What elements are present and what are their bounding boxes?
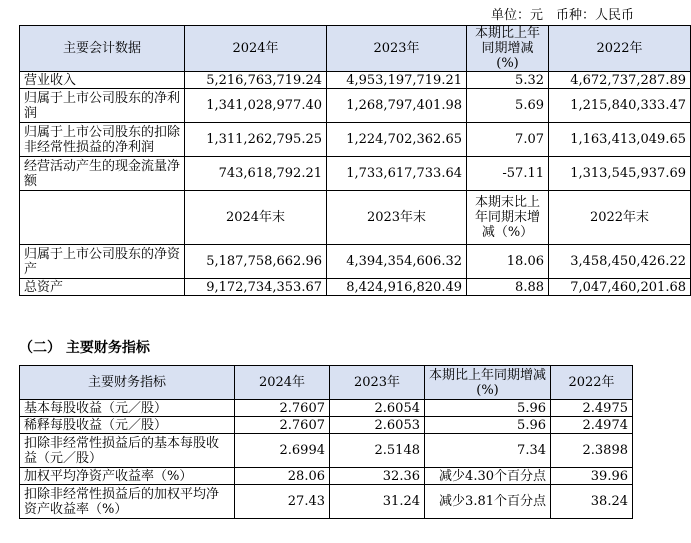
col-header-2024: 2024年 [185, 26, 327, 72]
table-header-row [20, 366, 633, 400]
section-title: （二） 主要财务指标 [19, 340, 150, 356]
cell-value: 减少4.30个百分点 [425, 468, 551, 485]
table-row [20, 468, 633, 485]
cell-value: 5.96 [425, 417, 551, 434]
cell-value: 2.6054 [330, 400, 425, 417]
cell-value: 5,216,763,719.24 [185, 72, 327, 89]
cell-value: 7.07 [467, 123, 549, 157]
cell-value: 2.7607 [235, 400, 330, 417]
cell-value: 2.4975 [551, 400, 633, 417]
cell-value: 4,953,197,719.21 [327, 72, 467, 89]
table-row [20, 245, 691, 279]
key-accounting-data-table [19, 25, 691, 296]
col-header-empty [20, 191, 185, 245]
cell-value: 2.3898 [551, 434, 633, 468]
row-label: 扣除非经常性损益后的加权平均净资产收益率（%） [20, 485, 235, 519]
col-header-change: 本期比上年同期增减(%) [425, 366, 551, 400]
cell-value: 8.88 [467, 279, 549, 296]
cell-value: 1,268,797,401.98 [327, 89, 467, 123]
col-header-change: 本期比上年同期增减(%) [467, 26, 549, 72]
row-label: 归属于上市公司股东的净资产 [20, 245, 185, 279]
col-header-2022-end: 2022年末 [549, 191, 691, 245]
row-label: 加权平均净资产收益率（%） [20, 468, 235, 485]
cell-value: -57.11 [467, 157, 549, 191]
cell-value: 2.5148 [330, 434, 425, 468]
cell-value: 1,224,702,362.65 [327, 123, 467, 157]
cell-value: 3,458,450,426.22 [549, 245, 691, 279]
cell-value: 1,341,028,977.40 [185, 89, 327, 123]
unit-currency-note: 单位：元 币种：人民币 [490, 8, 634, 23]
cell-value: 1,313,545,937.69 [549, 157, 691, 191]
cell-value: 39.96 [551, 468, 633, 485]
cell-value: 27.43 [235, 485, 330, 519]
cell-value: 4,394,354,606.32 [327, 245, 467, 279]
table-row [20, 72, 691, 89]
col-header-2023-end: 2023年末 [327, 191, 467, 245]
cell-value: 2.4974 [551, 417, 633, 434]
table-row [20, 123, 691, 157]
cell-value: 32.36 [330, 468, 425, 485]
table-header-row [20, 26, 691, 72]
cell-value: 1,733,617,733.64 [327, 157, 467, 191]
row-label: 归属于上市公司股东的扣除非经常性损益的净利润 [20, 123, 185, 157]
row-label: 经营活动产生的现金流量净额 [20, 157, 185, 191]
cell-value: 4,672,737,287.89 [549, 72, 691, 89]
cell-value: 5.32 [467, 72, 549, 89]
col-header-2024-end: 2024年末 [185, 191, 327, 245]
cell-value: 2.7607 [235, 417, 330, 434]
cell-value: 743,618,792.21 [185, 157, 327, 191]
cell-value: 18.06 [467, 245, 549, 279]
cell-value: 31.24 [330, 485, 425, 519]
cell-value: 2.6994 [235, 434, 330, 468]
table-row [20, 400, 633, 417]
cell-value: 28.06 [235, 468, 330, 485]
cell-value: 9,172,734,353.67 [185, 279, 327, 296]
table-row [20, 157, 691, 191]
cell-value: 5.69 [467, 89, 549, 123]
col-header-2023: 2023年 [327, 26, 467, 72]
row-label: 扣除非经常性损益后的基本每股收益（元／股） [20, 434, 235, 468]
row-label: 稀释每股收益（元／股） [20, 417, 235, 434]
row-label: 归属于上市公司股东的净利润 [20, 89, 185, 123]
table-row [20, 485, 633, 519]
key-financial-indicators-table [19, 365, 633, 519]
cell-value: 38.24 [551, 485, 633, 519]
row-label: 基本每股收益（元／股） [20, 400, 235, 417]
cell-value: 8,424,916,820.49 [327, 279, 467, 296]
cell-value: 1,311,262,795.25 [185, 123, 327, 157]
col-header-2023: 2023年 [330, 366, 425, 400]
table-row [20, 434, 633, 468]
cell-value: 7,047,460,201.68 [549, 279, 691, 296]
cell-value: 5,187,758,662.96 [185, 245, 327, 279]
col-header-2022: 2022年 [549, 26, 691, 72]
cell-value: 1,163,413,049.65 [549, 123, 691, 157]
col-header-2024: 2024年 [235, 366, 330, 400]
cell-value: 1,215,840,333.47 [549, 89, 691, 123]
col-header-item: 主要会计数据 [20, 26, 185, 72]
row-label: 总资产 [20, 279, 185, 296]
table-row [20, 279, 691, 296]
cell-value: 减少3.81个百分点 [425, 485, 551, 519]
cell-value: 5.96 [425, 400, 551, 417]
table-row [20, 417, 633, 434]
cell-value: 7.34 [425, 434, 551, 468]
col-header-2022: 2022年 [551, 366, 633, 400]
cell-value: 2.6053 [330, 417, 425, 434]
col-header-change-end: 本期末比上年同期末增减（%） [467, 191, 549, 245]
col-header-indicator: 主要财务指标 [20, 366, 235, 400]
table-subheader-row [20, 191, 691, 245]
table-row [20, 89, 691, 123]
row-label: 营业收入 [20, 72, 185, 89]
